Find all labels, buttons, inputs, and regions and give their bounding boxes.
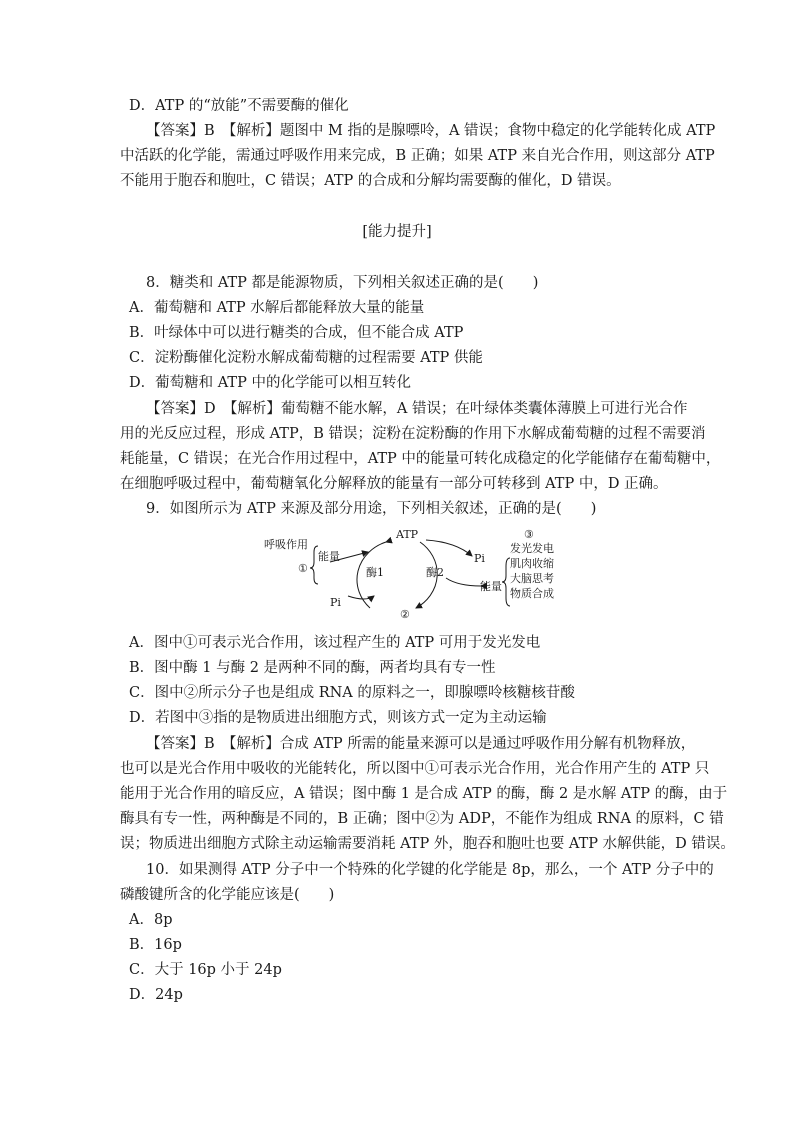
diagram-label-pi-left: Pi [330, 596, 341, 609]
right-brace [502, 558, 510, 606]
q9-answer-line-1: 【答案】B 【解析】合成 ATP 所需的能量来源可以是通过呼吸作用分解有机物释放， [146, 736, 696, 752]
q9-answer-line-3: 能用于光合作用的暗反应，A 错误；图中酶 1 是合成 ATP 的酶，酶 2 是水解 ATP 的酶，由于 [120, 786, 728, 802]
atp-cycle-diagram [258, 526, 568, 628]
q8-option-d: D．葡萄糖和 ATP 中的化学能可以相互转化 [129, 375, 411, 391]
q9-answer-line-2: 也可以是光合作用中吸收的光能转化，所以图中①可表示光合作用，光合作用产生的 ATP 只 [120, 761, 710, 777]
diagram-label-energy-right: 能量 [480, 580, 502, 593]
section-heading: [能力提升] [362, 224, 432, 240]
diagram-use-4: 物质合成 [510, 587, 554, 600]
q7-option-d: D．ATP 的“放能”不需要酶的催化 [129, 98, 349, 114]
pi-release-arrow [426, 540, 472, 556]
q9-answer-line-4: 酶具有专一性，两种酶是不同的，B 正确；图中②为 ADP，不能作为组成 RNA 的原料，C 错 [120, 811, 724, 827]
q8-answer-line-3: 耗能量，C 错误；在光合作用过程中，ATP 中的能量可转化成稳定的化学能储存在葡萄糖中， [120, 451, 721, 467]
q8-answer-line-4: 在细胞呼吸过程中，葡萄糖氧化分解释放的能量有一部分可转移到 ATP 中，D 正确。 [120, 476, 668, 492]
q8-option-c: C．淀粉酶催化淀粉水解成葡萄糖的过程需要 ATP 供能 [129, 350, 483, 366]
q9-option-a: A．图中①可表示光合作用，该过程产生的 ATP 可用于发光发电 [129, 635, 541, 651]
diagram-label-circle3: ③ [524, 528, 534, 541]
q8-option-b: B．叶绿体中可以进行糖类的合成，但不能合成 ATP [129, 325, 464, 341]
q10-option-c: C．大于 16p 小于 24p [129, 962, 282, 978]
q8-answer-line-1: 【答案】D 【解析】葡萄糖不能水解，A 错误；在叶绿体类囊体薄膜上可进行光合作 [146, 401, 688, 417]
q9-option-d: D．若图中③指的是物质进出细胞方式，则该方式一定为主动运输 [129, 710, 547, 726]
q8-option-a: A．葡萄糖和 ATP 水解后都能释放大量的能量 [129, 300, 425, 316]
energy-release-arrow [446, 578, 481, 586]
diagram-use-3: 大脑思考 [510, 572, 554, 585]
diagram-label-atp: ATP [396, 528, 419, 541]
q10-stem-line-1: 10．如果测得 ATP 分子中一个特殊的化学键的化学能是 8p，那么，一个 ATP 分子中的 [146, 862, 714, 878]
diagram-use-2: 肌肉收缩 [510, 557, 554, 570]
diagram-label-enzyme2: 酶2 [426, 566, 444, 579]
q10-option-d: D．24p [129, 987, 183, 1003]
diagram-label-pi-right: Pi [474, 552, 485, 565]
q10-option-a: A．8p [129, 912, 173, 928]
q8-stem: 8．糖类和 ATP 都是能源物质，下列相关叙述正确的是( ) [146, 275, 539, 291]
q9-stem: 9．如图所示为 ATP 来源及部分用途，下列相关叙述，正确的是( ) [146, 501, 597, 517]
q10-stem-line-2: 磷酸键所含的化学能应该是( ) [120, 887, 335, 903]
q8-answer-line-2: 用的光反应过程，形成 ATP，B 错误；淀粉在淀粉酶的作用下水解成葡萄糖的过程不需要消 [120, 426, 706, 442]
q7-answer-line-1: 【答案】B 【解析】题图中 M 指的是腺嘌呤，A 错误；食物中稳定的化学能转化成 ATP [146, 123, 716, 139]
diagram-use-1: 发光发电 [510, 542, 554, 555]
q7-answer-line-3: 不能用于胞吞和胞吐，C 错误；ATP 的合成和分解均需要酶的催化，D 错误。 [120, 173, 621, 189]
diagram-label-respiration: 呼吸作用 [264, 538, 308, 551]
diagram-label-circle1: ① [298, 562, 308, 575]
q7-answer-line-2: 中活跃的化学能，需通过呼吸作用来完成，B 正确；如果 ATP 来自光合作用，则这部分 ATP [120, 148, 715, 164]
diagram-label-energy-left: 能量 [318, 550, 340, 563]
diagram-label-enzyme1: 酶1 [366, 566, 384, 579]
diagram-label-circle2: ② [400, 608, 410, 621]
q9-option-c: C．图中②所示分子也是组成 RNA 的原料之一，即腺嘌呤核糖核苷酸 [129, 685, 575, 701]
q10-option-b: B．16p [129, 937, 182, 953]
left-brace [310, 546, 318, 584]
q9-option-b: B．图中酶 1 与酶 2 是两种不同的酶，两者均具有专一性 [129, 660, 496, 676]
q9-answer-line-5: 误；物质进出细胞方式除主动运输需要消耗 ATP 外，胞吞和胞吐也要 ATP 水解供能，D 错误。 [120, 836, 735, 852]
